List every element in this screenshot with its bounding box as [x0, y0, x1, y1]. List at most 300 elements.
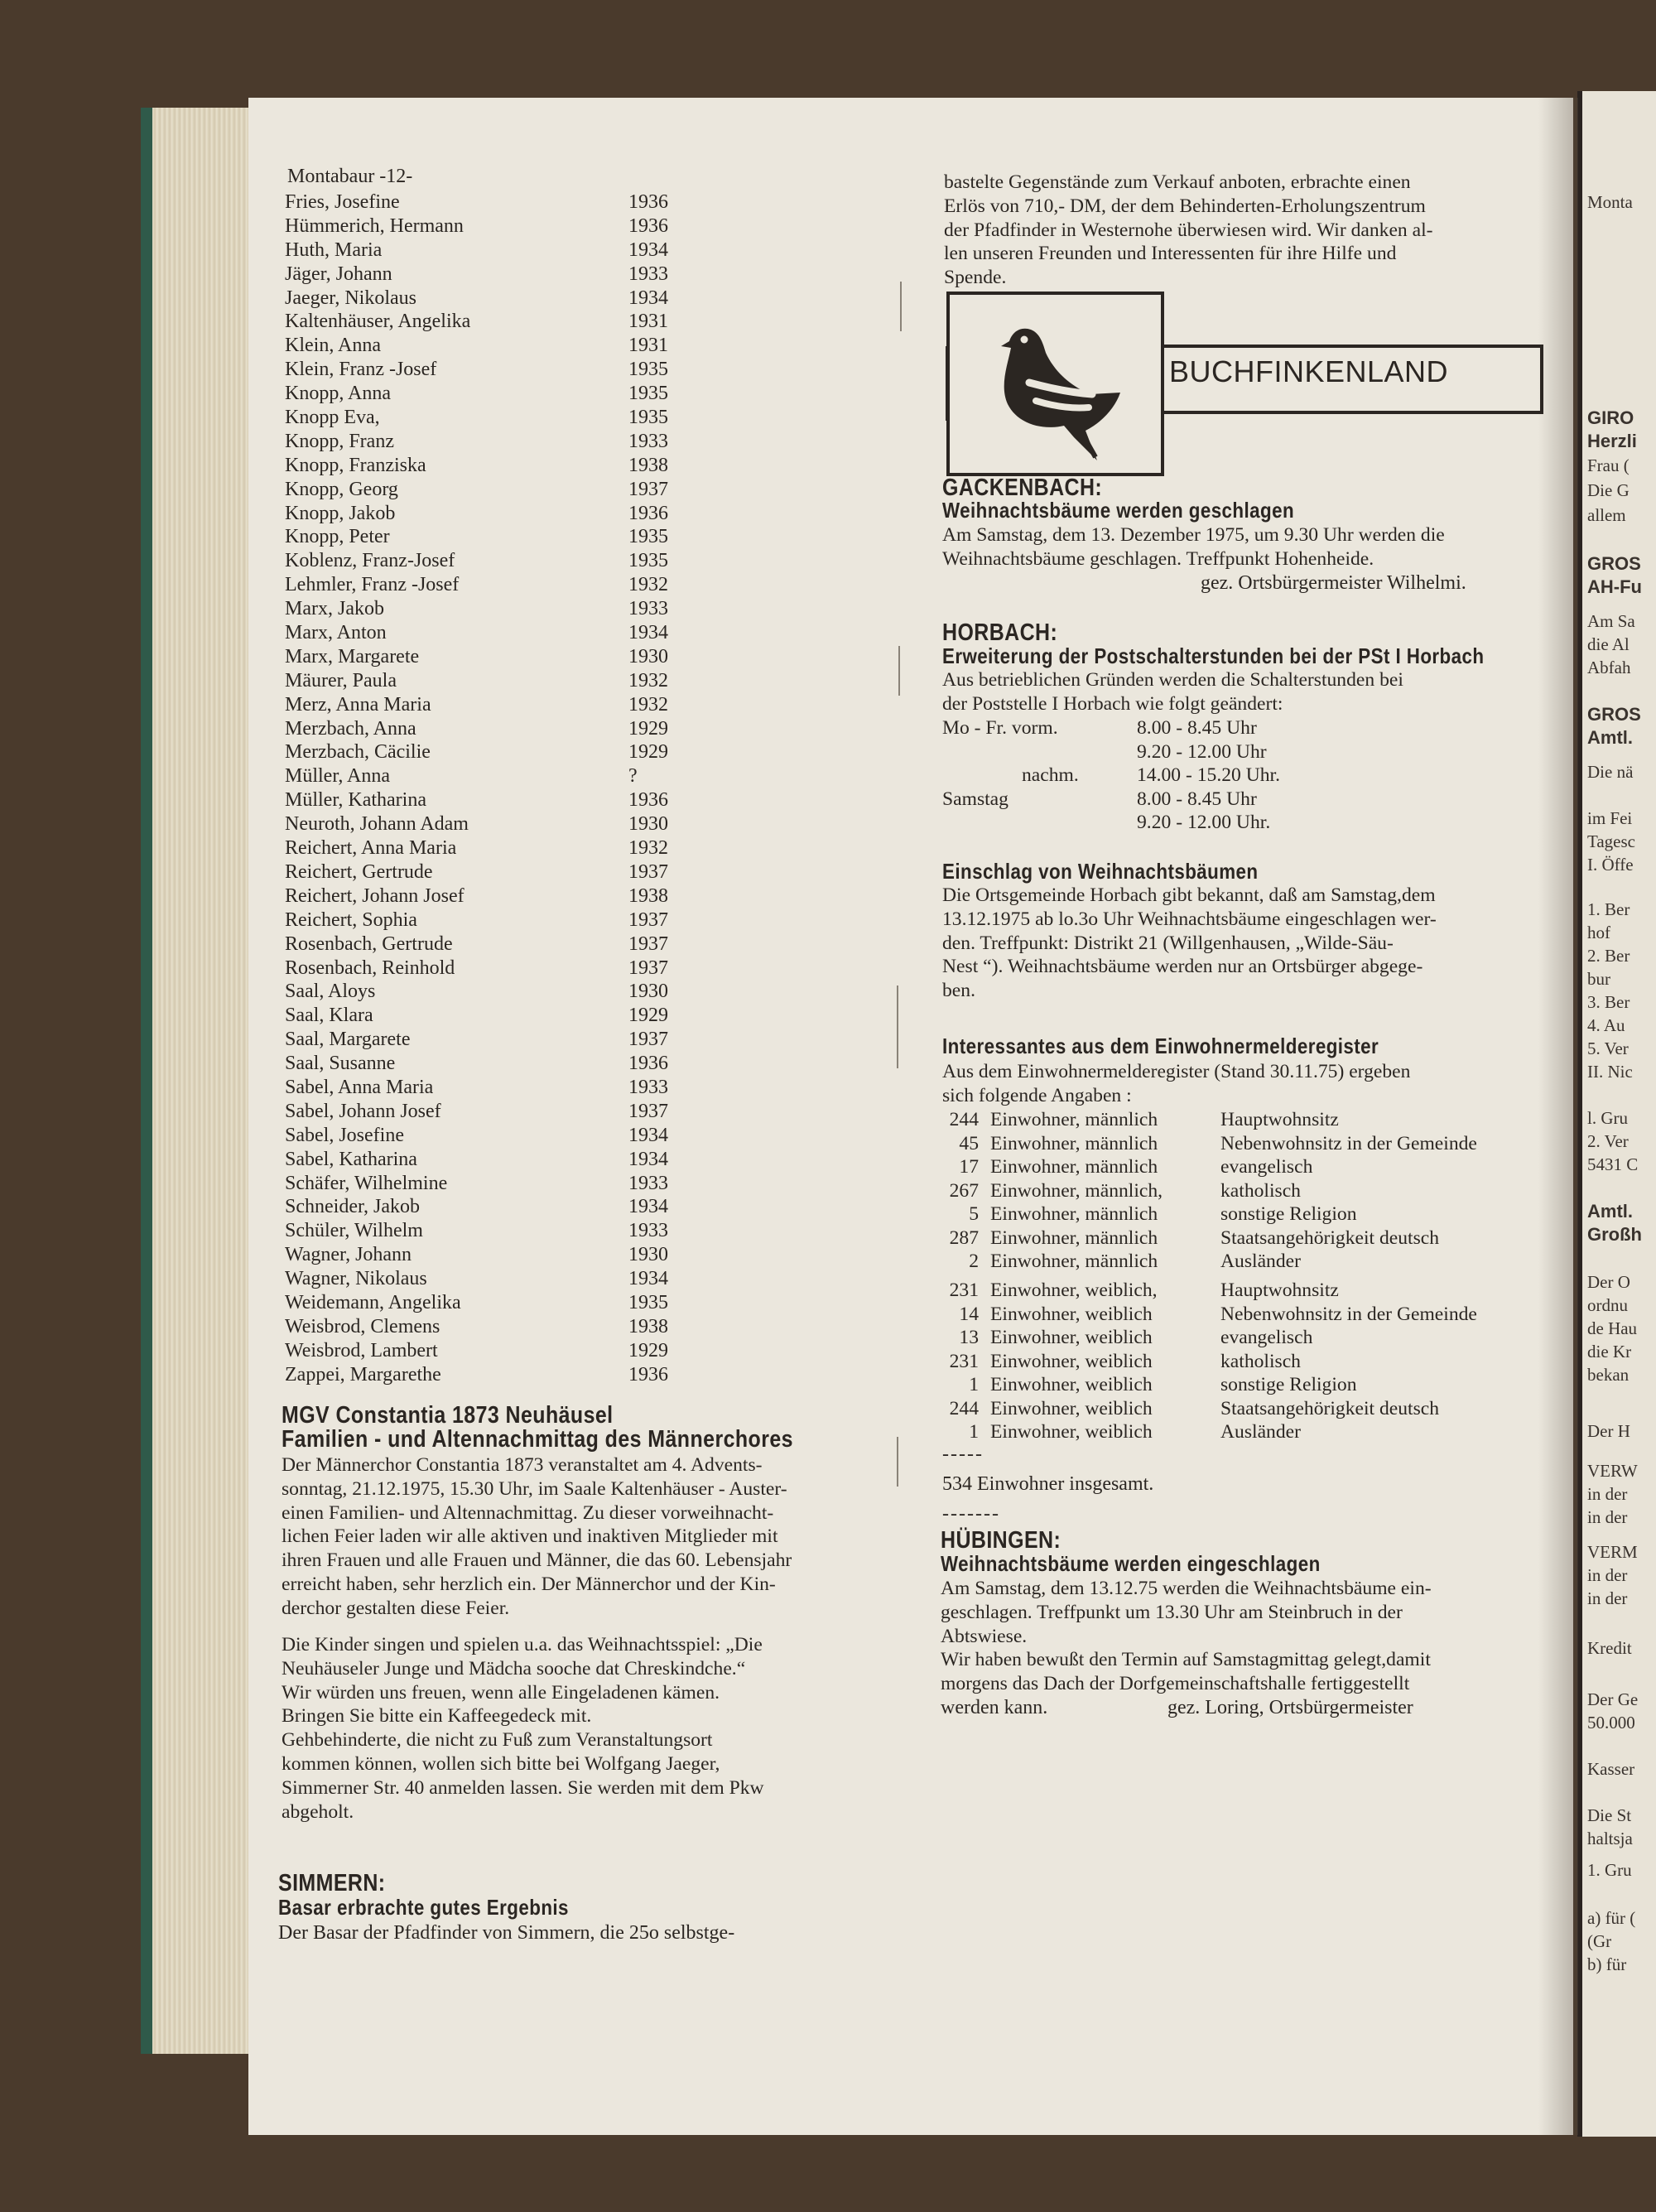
- member-row: [285, 1267, 682, 1291]
- stats-category: evangelisch: [1220, 1156, 1313, 1178]
- member-name: Lehmler, Franz -Josef: [285, 574, 460, 596]
- member-row: [285, 1076, 682, 1100]
- text-line: Abtswiese.: [941, 1625, 1028, 1647]
- hours-row: [942, 740, 1522, 764]
- member-row: [285, 860, 682, 884]
- member-name: Rosenbach, Reinhold: [285, 957, 455, 979]
- member-year: 1937: [628, 957, 668, 979]
- member-row: [285, 1148, 682, 1172]
- next-page-fragment: Monta: [1587, 192, 1633, 212]
- member-name: Knopp, Franziska: [285, 454, 426, 476]
- member-year: 1938: [628, 884, 668, 907]
- text-line: abgeholt.: [282, 1800, 354, 1823]
- stats-category: katholisch: [1220, 1179, 1301, 1202]
- next-page-fragment: Die nä: [1587, 762, 1634, 782]
- member-row: [285, 669, 682, 693]
- text-line: morgens das Dach der Dorfgemeinschaftshalle fertiggestellt: [941, 1673, 1410, 1695]
- stats-category: Ausländer: [1220, 1421, 1301, 1443]
- member-name: Merzbach, Cäcilie: [285, 741, 431, 764]
- member-row: [285, 525, 682, 549]
- member-year: 1934: [628, 239, 668, 261]
- hours-time: 14.00 - 15.20 Uhr.: [1137, 764, 1281, 786]
- stats-count: 1: [969, 1374, 979, 1395]
- stats-count: 5: [969, 1203, 979, 1225]
- next-page-fragment: Frau (: [1587, 455, 1630, 475]
- horbach-subtitle: Erweiterung der Postschalterstunden bei der PSt I Horbach: [942, 643, 1485, 668]
- mgv-title: MGV Constantia 1873 Neuhäusel: [282, 1402, 614, 1429]
- text-line: Weihnachtsbäume geschlagen. Treffpunkt Hohenheide.: [942, 547, 1374, 570]
- member-year: 1933: [628, 598, 668, 620]
- member-year: 1932: [628, 837, 668, 860]
- member-name: Knopp, Franz: [285, 430, 394, 452]
- column-rule: [897, 986, 898, 1068]
- member-row: [285, 1052, 682, 1076]
- text-line: Bringen Sie bitte ein Kaffeegedeck mit.: [282, 1705, 592, 1728]
- member-year: 1936: [628, 1053, 668, 1075]
- stats-row: [942, 1373, 1477, 1397]
- stats-count: 1: [969, 1421, 979, 1443]
- text-line: len unseren Freunden und Interessenten für ihre Hilfe und: [944, 243, 1397, 265]
- stats-group: Einwohner, männlich: [990, 1132, 1158, 1154]
- next-page-fragment: Amtl.: [1587, 727, 1633, 748]
- member-name: Kaltenhäuser, Angelika: [285, 311, 471, 333]
- mgv-paragraph-2: [282, 1633, 911, 1824]
- next-page-fragment: in der: [1587, 1588, 1628, 1608]
- member-name: Marx, Anton: [285, 622, 387, 644]
- member-name: Reichert, Sophia: [285, 908, 417, 931]
- member-year: 1934: [628, 1124, 668, 1146]
- text-line: Gehbehinderte, die nicht zu Fuß zum Veranstaltungsort: [282, 1729, 713, 1752]
- text-line: Wir haben bewußt den Termin auf Samstagmittag gelegt,damit: [941, 1649, 1431, 1671]
- huebingen-subtitle: Weihnachtsbäume werden eingeschlagen: [941, 1551, 1321, 1576]
- hours-row: [942, 788, 1522, 812]
- text-line: 13.12.1975 ab lo.3o Uhr Weihnachtsbäume eingeschlagen wer-: [942, 908, 1437, 930]
- member-name: Schüler, Wilhelm: [285, 1220, 423, 1242]
- stats-male: [942, 1108, 1477, 1274]
- next-page-fragment: Am Sa: [1587, 611, 1635, 631]
- logo-label: BUCHFINKENLAND: [1169, 354, 1449, 388]
- next-page-fragment: a) für (: [1587, 1908, 1636, 1928]
- text-line: Aus betrieblichen Gründen werden die Schalterstunden bei: [942, 669, 1403, 691]
- member-row: [285, 740, 682, 764]
- next-page-fragment: I. Öffe: [1587, 855, 1634, 875]
- simmern-text: Der Basar der Pfadfinder von Simmern, die 25o selbstge-: [278, 1922, 735, 1944]
- hours-label: Mo - Fr. vorm.: [942, 717, 1058, 739]
- simmern-continuation: [944, 171, 1540, 290]
- member-row: [285, 358, 682, 382]
- member-row: [285, 812, 682, 836]
- text-line: erreicht haben, sehr herzlich ein. Der Männerchor und der Kin-: [282, 1573, 776, 1595]
- stats-row: [942, 1155, 1477, 1179]
- member-name: Neuroth, Johann Adam: [285, 813, 469, 836]
- member-row: [285, 287, 682, 311]
- stats-row: [942, 1420, 1477, 1444]
- divider-dashes: -----: [942, 1443, 984, 1465]
- member-row: [285, 1219, 682, 1243]
- member-year: 1933: [628, 1172, 668, 1194]
- member-row: [285, 478, 682, 502]
- member-name: Schneider, Jakob: [285, 1196, 420, 1218]
- member-name: Jäger, Johann: [285, 263, 392, 285]
- einschlag-title: Einschlag von Weihnachtsbäumen: [942, 859, 1259, 884]
- next-page-fragment: b) für: [1587, 1954, 1627, 1974]
- member-year: 1937: [628, 1029, 668, 1051]
- next-page-fragment: Der O: [1587, 1272, 1630, 1292]
- member-row: [285, 454, 682, 478]
- opening-hours: [942, 716, 1522, 835]
- next-page-fragment: de Hau: [1587, 1318, 1638, 1338]
- member-year: 1932: [628, 693, 668, 716]
- member-row: [285, 933, 682, 957]
- member-row: [285, 1124, 682, 1148]
- huebingen-last-line: werden kann.: [941, 1697, 1048, 1718]
- text-line: Die Ortsgemeinde Horbach gibt bekannt, daß am Samstag,dem: [942, 884, 1436, 906]
- text-line: geschlagen. Treffpunkt um 13.30 Uhr am Steinbruch in der: [941, 1601, 1403, 1623]
- member-year: 1933: [628, 1076, 668, 1098]
- stats-category: Staatsangehörigkeit deutsch: [1220, 1226, 1440, 1249]
- stats-row: [942, 1202, 1477, 1226]
- next-page-fragment: 5431 C: [1587, 1154, 1639, 1174]
- stats-group: Einwohner, weiblich: [990, 1374, 1153, 1395]
- mgv-subtitle: Familien - und Altennachmittag des Männerchores: [282, 1426, 793, 1453]
- text-line: Die Kinder singen und spielen u.a. das Weihnachtsspiel: „Die: [282, 1634, 763, 1655]
- member-year: 1936: [628, 789, 668, 812]
- stats-group: Einwohner, weiblich: [990, 1350, 1153, 1372]
- mgv-paragraph-1: [282, 1453, 911, 1621]
- next-page-fragment: in der: [1587, 1565, 1628, 1585]
- member-row: [285, 717, 682, 741]
- member-year: 1938: [628, 1315, 668, 1337]
- member-year: 1934: [628, 1148, 668, 1170]
- member-year: 1931: [628, 335, 668, 357]
- simmern-title: SIMMERN:: [278, 1870, 386, 1896]
- hours-row: [942, 811, 1522, 835]
- member-year: 1933: [628, 430, 668, 452]
- stats-row: [942, 1279, 1477, 1303]
- member-year: 1937: [628, 478, 668, 500]
- member-name: Reichert, Gertrude: [285, 860, 433, 883]
- next-page-fragment: 1. Gru: [1587, 1860, 1632, 1880]
- next-page-fragment: Kredit: [1587, 1638, 1632, 1658]
- text-line: bastelte Gegenstände zum Verkauf anboten, erbrachte einen: [944, 171, 1411, 193]
- next-page-fragment: Abfah: [1587, 658, 1631, 677]
- stats-row: [942, 1303, 1477, 1327]
- member-year: 1929: [628, 741, 668, 764]
- stats-group: Einwohner, männlich: [990, 1156, 1158, 1178]
- stats-female: [942, 1279, 1477, 1444]
- member-name: Wagner, Nikolaus: [285, 1268, 427, 1290]
- stats-row: [942, 1397, 1477, 1421]
- next-page-fragment: VERW: [1587, 1461, 1638, 1481]
- text-line: Neuhäuseler Junge und Mädcha sooche dat Chreskindche.“: [282, 1657, 746, 1679]
- member-name: Rosenbach, Gertrude: [285, 933, 453, 955]
- huebingen-title: HÜBINGEN:: [941, 1527, 1061, 1554]
- member-name: Sabel, Anna Maria: [285, 1076, 434, 1098]
- next-page-fragment: Amtl.: [1587, 1201, 1633, 1222]
- total-residents: 534 Einwohner insgesamt.: [942, 1473, 1154, 1495]
- stats-row: [942, 1108, 1477, 1132]
- gackenbach-title: GACKENBACH:: [942, 475, 1103, 501]
- text-line: der Poststelle I Horbach wie folgt geändert:: [942, 692, 1283, 715]
- member-row: [285, 310, 682, 334]
- next-page-fragment: 5. Ver: [1587, 1039, 1629, 1058]
- member-year: 1929: [628, 717, 668, 740]
- member-row: [285, 621, 682, 645]
- next-page-fragment: l. Gru: [1587, 1108, 1628, 1128]
- horbach-title: HORBACH:: [942, 619, 1058, 646]
- next-page-fragment: die Al: [1587, 634, 1630, 654]
- stats-row: [942, 1350, 1477, 1374]
- member-row: [285, 573, 682, 597]
- stats-category: Nebenwohnsitz in der Gemeinde: [1220, 1132, 1477, 1154]
- member-row: [285, 502, 682, 526]
- member-year: 1930: [628, 1244, 668, 1266]
- member-row: [285, 334, 682, 358]
- member-name: Reichert, Johann Josef: [285, 884, 465, 907]
- next-page-fragment: in der: [1587, 1507, 1628, 1527]
- member-name: Knopp, Jakob: [285, 502, 396, 524]
- stats-count: 17: [959, 1156, 979, 1178]
- stats-category: Ausländer: [1220, 1251, 1301, 1272]
- member-year: 1936: [628, 191, 668, 213]
- member-row: [285, 788, 682, 812]
- hours-time: 9.20 - 12.00 Uhr.: [1137, 812, 1271, 833]
- member-year: 1930: [628, 981, 668, 1003]
- member-row: [285, 549, 682, 573]
- gackenbach-subtitle: Weihnachtsbäume werden geschlagen: [942, 498, 1295, 523]
- next-page-fragment: 1. Ber: [1587, 899, 1630, 919]
- member-row: [285, 1100, 682, 1124]
- next-page-fragment: die Kr: [1587, 1342, 1632, 1361]
- member-row: [285, 957, 682, 981]
- register-text: [942, 1060, 1551, 1108]
- column-rule: [898, 646, 900, 696]
- member-name: Saal, Margarete: [285, 1029, 411, 1051]
- member-name: Saal, Aloys: [285, 981, 376, 1003]
- member-year: ?: [628, 765, 638, 788]
- member-row: [285, 645, 682, 669]
- stats-group: Einwohner, männlich,: [990, 1179, 1163, 1202]
- stats-count: 244: [949, 1109, 979, 1130]
- stats-count: 2: [969, 1251, 979, 1272]
- member-row: [285, 214, 682, 239]
- text-line: der Pfadfinder in Westernohe überwiesen wird. Wir danken al-: [944, 219, 1433, 241]
- text-line: Wir würden uns freuen, wenn alle Eingeladenen kämen.: [282, 1681, 720, 1704]
- member-name: Hümmerich, Hermann: [285, 214, 464, 237]
- stats-group: Einwohner, weiblich,: [990, 1279, 1158, 1301]
- member-name: Müller, Katharina: [285, 789, 426, 812]
- member-year: 1929: [628, 1339, 668, 1361]
- stats-group: Einwohner, weiblich: [990, 1397, 1153, 1419]
- member-row: [285, 1195, 682, 1219]
- member-name: Saal, Susanne: [285, 1053, 396, 1075]
- member-row: [285, 1315, 682, 1339]
- stats-row: [942, 1326, 1477, 1350]
- member-year: 1934: [628, 1268, 668, 1290]
- member-year: 1935: [628, 1291, 668, 1313]
- stats-category: katholisch: [1220, 1350, 1301, 1372]
- member-name: Sabel, Johann Josef: [285, 1100, 441, 1122]
- next-page-fragment: Der Ge: [1587, 1689, 1639, 1709]
- member-name: Knopp Eva,: [285, 407, 380, 429]
- next-page-fragment: (Gr: [1587, 1931, 1612, 1951]
- member-name: Klein, Franz -Josef: [285, 359, 437, 381]
- member-name: Knopp, Peter: [285, 526, 390, 548]
- text-line: den. Treffpunkt: Distrikt 21 (Willgenhausen, „Wilde-Säu-: [942, 932, 1394, 954]
- member-row: [285, 430, 682, 454]
- next-page-edge: [1577, 91, 1656, 2137]
- member-name: Sabel, Katharina: [285, 1148, 417, 1170]
- stats-category: Hauptwohnsitz: [1220, 1109, 1339, 1130]
- member-name: Müller, Anna: [285, 765, 391, 788]
- member-name: Marx, Jakob: [285, 598, 384, 620]
- member-year: 1937: [628, 860, 668, 883]
- member-name: Weisbrod, Lambert: [285, 1339, 438, 1361]
- next-page-fragment: Die G: [1587, 480, 1630, 500]
- next-page-fragment: bekan: [1587, 1365, 1630, 1385]
- next-page-fragment: im Fei: [1587, 808, 1633, 828]
- spine-shadow: [1538, 98, 1578, 2135]
- next-page-fragment: 2. Ber: [1587, 946, 1630, 966]
- text-line: Am Samstag, dem 13. Dezember 1975, um 9.30 Uhr werden die: [942, 524, 1445, 546]
- stats-group: Einwohner, männlich: [990, 1203, 1158, 1225]
- member-year: 1936: [628, 1363, 668, 1386]
- member-year: 1932: [628, 669, 668, 692]
- member-row: [285, 764, 682, 788]
- next-page-fragment: 2. Ver: [1587, 1131, 1629, 1151]
- logo-box: [946, 292, 1164, 476]
- next-page-fragment: 3. Ber: [1587, 992, 1630, 1012]
- member-row: [285, 1028, 682, 1052]
- huebingen-signature: gez. Loring, Ortsbürgermeister: [1167, 1697, 1413, 1718]
- member-name: Schäfer, Wilhelmine: [285, 1172, 448, 1194]
- member-year: 1935: [628, 383, 668, 405]
- gackenbach-text: [942, 523, 1547, 571]
- stats-group: Einwohner, weiblich: [990, 1421, 1153, 1443]
- member-year: 1937: [628, 1100, 668, 1122]
- member-name: Klein, Anna: [285, 335, 381, 357]
- member-year: 1934: [628, 622, 668, 644]
- divider-dashes: -------: [942, 1503, 1000, 1525]
- member-row: [285, 884, 682, 908]
- member-year: 1934: [628, 1196, 668, 1218]
- member-year: 1935: [628, 407, 668, 429]
- next-page-fragment: AH-Fu: [1587, 576, 1642, 597]
- text-line: Am Samstag, dem 13.12.75 werden die Weihnachtsbäume ein-: [941, 1578, 1432, 1599]
- stats-count: 231: [949, 1350, 979, 1372]
- gackenbach-signature: gez. Ortsbürgermeister Wilhelmi.: [1201, 572, 1466, 594]
- text-line: Erlös von 710,- DM, der dem Behinderten-Erholungszentrum: [944, 195, 1426, 217]
- text-line: Spende.: [944, 267, 1007, 289]
- member-name: Reichert, Anna Maria: [285, 837, 457, 860]
- einschlag-text: [942, 884, 1551, 1003]
- member-name: Knopp, Georg: [285, 478, 398, 500]
- text-line: ihren Frauen und alle Frauen und Männer, die das 60. Lebensjahr: [282, 1549, 792, 1572]
- member-row: [285, 1243, 682, 1267]
- hours-row: [942, 764, 1522, 788]
- text-line: sonntag, 21.12.1975, 15.30 Uhr, im Saale Kaltenhäuser - Auster-: [282, 1477, 787, 1500]
- stats-category: sonstige Religion: [1220, 1203, 1357, 1225]
- stats-count: 13: [959, 1327, 979, 1348]
- next-page-fragment: Kasser: [1587, 1759, 1635, 1779]
- stats-category: evangelisch: [1220, 1327, 1313, 1348]
- stats-category: Hauptwohnsitz: [1220, 1279, 1339, 1301]
- member-year: 1930: [628, 645, 668, 667]
- member-year: 1936: [628, 502, 668, 524]
- member-year: 1935: [628, 526, 668, 548]
- text-line: sich folgende Angaben :: [942, 1084, 1132, 1106]
- stats-row: [942, 1132, 1477, 1156]
- stats-group: Einwohner, männlich: [990, 1109, 1158, 1130]
- text-line: Simmerner Str. 40 anmelden lassen. Sie werden mit dem Pkw: [282, 1776, 764, 1799]
- member-row: [285, 239, 682, 263]
- member-name: Jaeger, Nikolaus: [285, 287, 416, 309]
- hours-time: 8.00 - 8.45 Uhr: [1137, 717, 1257, 739]
- member-year: 1938: [628, 454, 668, 476]
- member-year: 1932: [628, 574, 668, 596]
- member-name: Weidemann, Angelika: [285, 1291, 461, 1313]
- member-list: [285, 190, 682, 1387]
- member-row: [285, 980, 682, 1004]
- member-year: 1937: [628, 933, 668, 955]
- next-page-fragment: GROS: [1587, 553, 1641, 574]
- simmern-subtitle: Basar erbrachte gutes Ergebnis: [278, 1895, 569, 1920]
- column-rule: [897, 1437, 898, 1487]
- text-line: ben.: [942, 980, 975, 1002]
- stats-category: Nebenwohnsitz in der Gemeinde: [1220, 1303, 1477, 1325]
- member-year: 1937: [628, 908, 668, 931]
- member-name: Huth, Maria: [285, 239, 383, 261]
- next-page-fragment: in der: [1587, 1484, 1628, 1504]
- member-name: Merzbach, Anna: [285, 717, 416, 740]
- horbach-text: [942, 668, 1547, 716]
- member-row: [285, 597, 682, 621]
- stats-group: Einwohner, weiblich: [990, 1303, 1153, 1325]
- text-line: einen Familien- und Altennachmittag. Zu dieser vorweihnacht-: [282, 1501, 774, 1524]
- next-page-fragment: GIRO: [1587, 407, 1634, 428]
- member-year: 1935: [628, 550, 668, 572]
- member-row: [285, 1339, 682, 1363]
- stats-count: 45: [959, 1132, 979, 1154]
- member-row: [285, 406, 682, 430]
- member-row: [285, 1363, 682, 1387]
- next-page-fragment: Tagesc: [1587, 831, 1635, 851]
- text-line: lichen Feier laden wir alle aktiven und inaktiven Mitglieder mit: [282, 1525, 778, 1548]
- text-line: derchor gestalten diese Feier.: [282, 1597, 510, 1619]
- member-row: [285, 1004, 682, 1028]
- next-page-fragment: 50.000: [1587, 1713, 1635, 1732]
- huebingen-text: [941, 1577, 1553, 1696]
- member-row: [285, 382, 682, 406]
- text-line: Der Männerchor Constantia 1873 veranstaltet am 4. Advents-: [282, 1454, 763, 1476]
- register-title: Interessantes aus dem Einwohnermelderegister: [942, 1034, 1379, 1058]
- member-name: Weisbrod, Clemens: [285, 1315, 440, 1337]
- hours-label: Samstag: [942, 788, 1009, 810]
- next-page-fragment: II. Nic: [1587, 1062, 1633, 1082]
- hours-time: 8.00 - 8.45 Uhr: [1137, 788, 1257, 810]
- next-page-fragment: allem: [1587, 505, 1626, 525]
- member-year: 1929: [628, 1005, 668, 1027]
- next-page-fragment: bur: [1587, 969, 1610, 989]
- stats-group: Einwohner, weiblich: [990, 1327, 1153, 1348]
- next-page-fragment: VERM: [1587, 1542, 1638, 1562]
- stats-group: Einwohner, männlich: [990, 1251, 1158, 1272]
- text-line: Aus dem Einwohnermelderegister (Stand 30.11.75) ergeben: [942, 1061, 1411, 1082]
- stats-row: [942, 1226, 1477, 1251]
- next-page-fragment: ordnu: [1587, 1295, 1628, 1315]
- member-row: [285, 693, 682, 717]
- stats-row: [942, 1250, 1477, 1274]
